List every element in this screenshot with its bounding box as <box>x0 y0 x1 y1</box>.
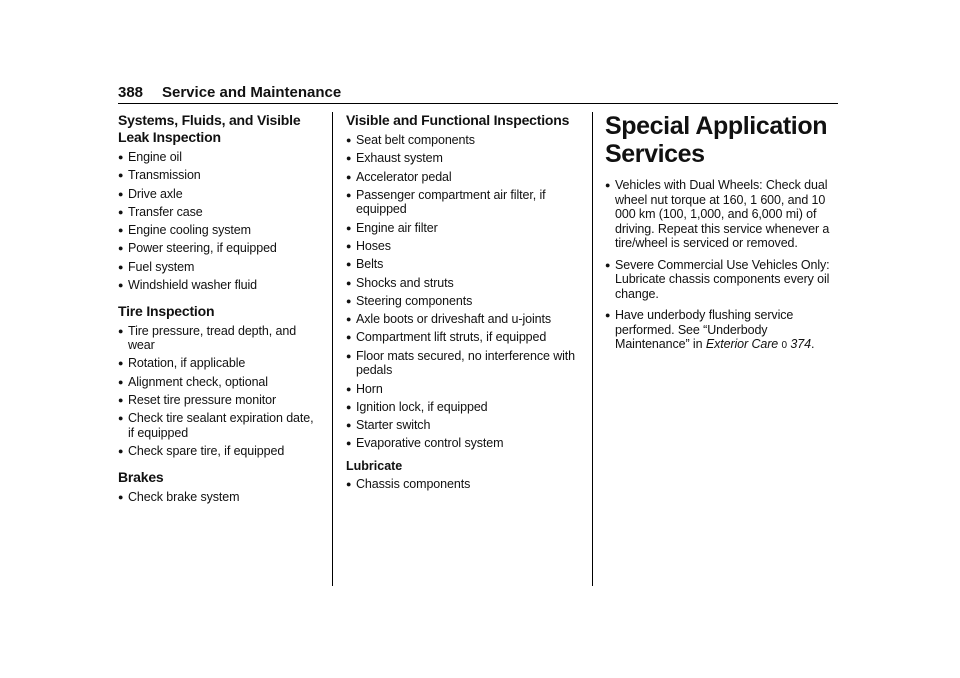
bullet-icon: ● <box>605 259 611 270</box>
bullet-icon: ● <box>346 259 352 270</box>
bullet-icon: ● <box>118 170 124 181</box>
section-title: Service and Maintenance <box>162 84 342 101</box>
list-item: ● Exhaust system <box>346 151 443 166</box>
list-item: ● Engine air filter <box>346 220 438 235</box>
list-item: ● Compartment lift struts, if equipped <box>346 330 547 345</box>
list-item: ● Reset tire pressure monitor <box>118 392 277 407</box>
bullet-icon: ● <box>346 350 352 361</box>
bullet-icon: ● <box>118 376 124 387</box>
page-ref-link[interactable]: 374 <box>790 337 811 351</box>
bullet-icon: ● <box>346 135 352 145</box>
lubricate-heading: Lubricate <box>346 458 403 473</box>
column-3 <box>605 112 840 361</box>
lubricate-list <box>346 477 576 492</box>
special-services-heading: Special Application Services <box>605 112 828 168</box>
column-1 <box>118 112 318 508</box>
bullet-icon: ● <box>118 206 124 217</box>
list-item: ● Check tire sealant expiration date, if equipped <box>118 411 314 440</box>
bullet-icon: ● <box>346 332 352 343</box>
list-item: ● Have underbody flushing service performed. See “Underbody Maintenance” in Exterior Care 0 374. <box>605 308 815 351</box>
bullet-icon: ● <box>346 438 352 449</box>
list-item: ● Severe Commercial Use Vehicles Only: Lubricate chassis components every oil change. <box>605 257 830 301</box>
list-item: ● Vehicles with Dual Wheels: Check dual wheel nut torque at 160, 1 600, and 10 000 km (100, 1,000, and 6,000 mi) of driving. Repeat this service whenever a tire/wheel is serviced or removed. <box>605 178 830 250</box>
exterior-care-link[interactable]: Exterior Care <box>705 337 779 351</box>
bullet-icon: ● <box>118 243 124 254</box>
visible-heading: Visible and Functional Inspections <box>346 112 570 128</box>
bullet-icon: ● <box>346 383 352 394</box>
list-item: ● Rotation, if applicable <box>118 356 246 371</box>
special-services-list <box>605 178 840 354</box>
bullet-icon: ● <box>118 358 124 369</box>
bullet-icon: ● <box>346 420 352 431</box>
list-item: ● Evaporative control system <box>346 436 504 451</box>
bullet-icon: ● <box>346 401 352 412</box>
bullet-icon: ● <box>118 280 124 291</box>
bullet-icon: ● <box>118 261 124 272</box>
list-item: ● Steering components <box>346 293 473 308</box>
bullet-icon: ● <box>605 180 611 190</box>
list-item: ● Windshield washer fluid <box>118 278 258 293</box>
list-item: ● Horn <box>346 381 383 396</box>
brakes-list <box>118 490 318 505</box>
list-item: ● Starter switch <box>346 418 431 433</box>
bullet-icon: ● <box>118 152 124 162</box>
bullet-icon: ● <box>118 325 124 336</box>
column-2 <box>346 112 576 495</box>
brakes-heading: Brakes <box>118 468 164 485</box>
column-divider-2 <box>592 112 593 586</box>
list-item: ● Fuel system <box>118 259 195 274</box>
list-item: ● Axle boots or driveshaft and u-joints <box>346 312 552 327</box>
bullet-icon: ● <box>346 153 352 164</box>
page-header <box>118 84 838 104</box>
bullet-icon: ● <box>346 478 352 489</box>
list-item: ● Engine oil <box>118 150 182 164</box>
tire-list <box>118 324 318 459</box>
page-ref-icon: 0 <box>781 340 788 351</box>
bullet-icon: ● <box>346 277 352 288</box>
page-number: 388 <box>118 84 144 101</box>
list-item: ● Drive axle <box>118 186 183 201</box>
list-item: ● Floor mats secured, no interference with pedals <box>346 348 576 378</box>
list-item: ● Seat belt components <box>346 133 475 147</box>
bullet-icon: ● <box>346 189 352 200</box>
list-item: ● Alignment check, optional <box>118 374 268 389</box>
list-item: ● Shocks and struts <box>346 275 454 290</box>
list-item: ● Chassis components <box>346 476 471 491</box>
list-item: ● Transmission <box>118 168 201 183</box>
bullet-icon: ● <box>118 394 124 405</box>
bullet-icon: ● <box>346 222 352 233</box>
systems-heading: Systems, Fluids, and Visible Leak Inspection <box>118 112 301 145</box>
list-item: ● Belts <box>346 257 384 272</box>
bullet-icon: ● <box>118 413 124 424</box>
list-item: ● Power steering, if equipped <box>118 241 277 256</box>
bullet-icon: ● <box>346 240 352 251</box>
list-item: ● Check brake system <box>118 489 240 504</box>
list-item: ● Passenger compartment air filter, if equipped <box>346 187 546 217</box>
list-item: ● Check spare tire, if equipped <box>118 444 285 459</box>
bullet-icon: ● <box>605 310 611 320</box>
bullet-icon: ● <box>346 295 352 306</box>
list-item: ● Transfer case <box>118 204 203 219</box>
list-item: ● Hoses <box>346 238 391 253</box>
list-item: ● Ignition lock, if equipped <box>346 399 488 414</box>
list-item: ● Accelerator pedal <box>346 169 452 184</box>
bullet-icon: ● <box>346 171 352 182</box>
list-item: ● Engine cooling system <box>118 223 251 238</box>
list-item: ● Tire pressure, tread depth, and wear <box>118 323 297 353</box>
bullet-icon: ● <box>118 491 124 502</box>
bullet-icon: ● <box>118 446 124 457</box>
tire-heading: Tire Inspection <box>118 302 215 319</box>
header-divider <box>118 103 838 104</box>
systems-list <box>118 150 318 293</box>
visible-list <box>346 133 576 451</box>
bullet-icon: ● <box>118 188 124 199</box>
bullet-icon: ● <box>118 225 124 236</box>
column-divider-1 <box>332 112 333 586</box>
bullet-icon: ● <box>346 314 352 325</box>
